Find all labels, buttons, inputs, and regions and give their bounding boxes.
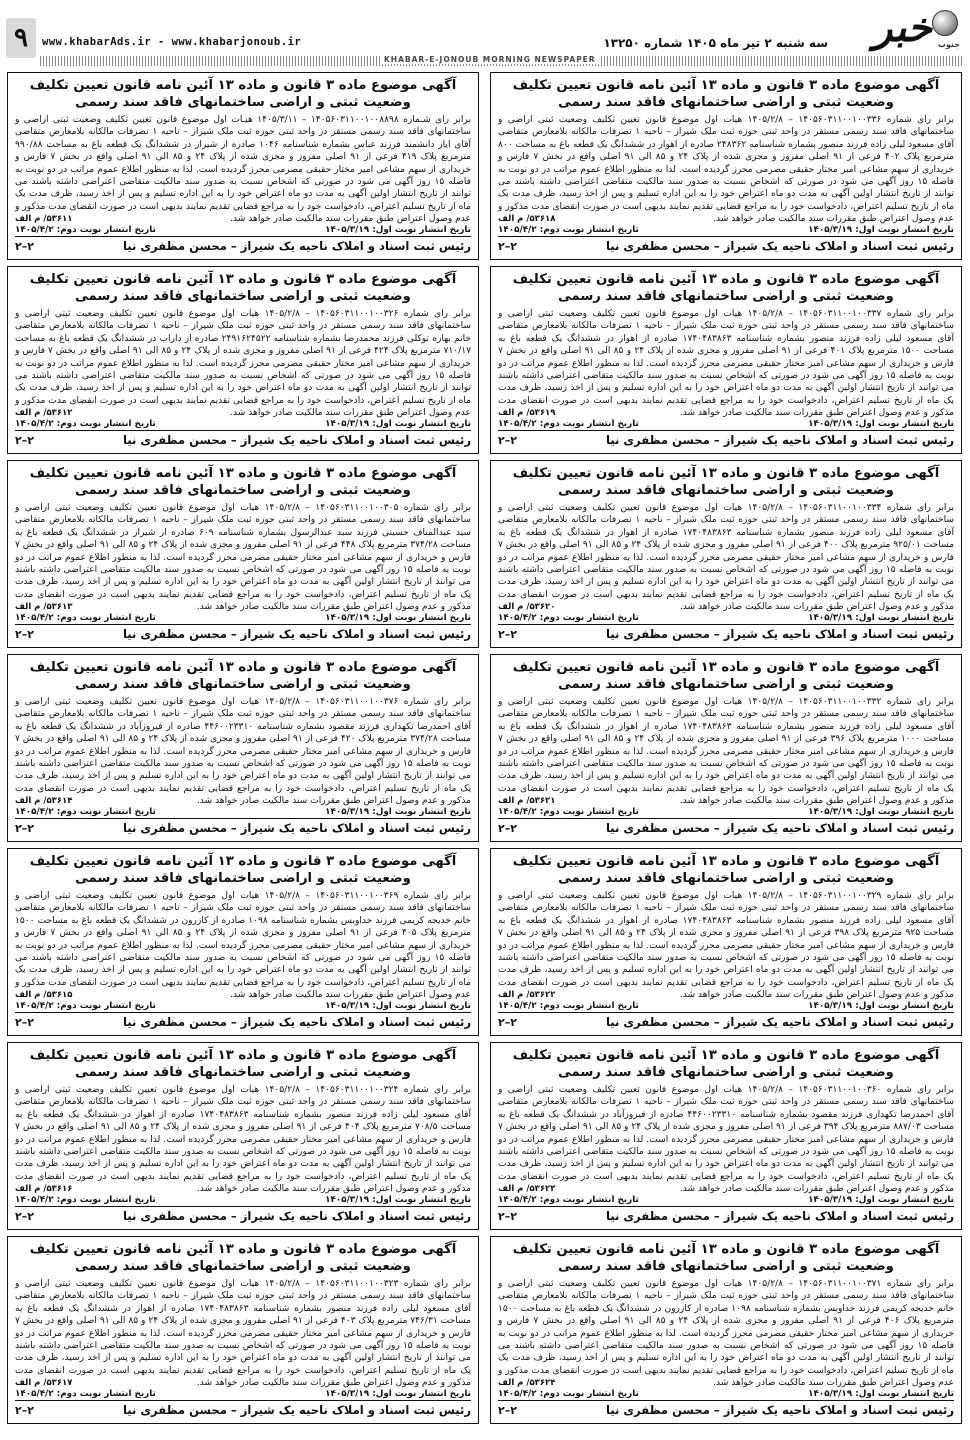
- publication-dates: [15, 225, 471, 235]
- second-publication-date: تاریخ انتشار نوبت دوم: ۱۴۰۵/۴/۲: [15, 807, 156, 817]
- notice-title-line1: آگهی موضوع ماده ۳ قانون و ماده ۱۳ آئین نامه قانون تعیین تکلیف: [29, 1242, 457, 1257]
- notice-title-line2: وضعیت ثبتی و اراضی ساختمانهای فاقد سند رسمی: [558, 289, 894, 304]
- second-publication-date: تاریخ انتشار نوبت دوم: ۱۴۰۵/۴/۲: [498, 1389, 639, 1399]
- notice-code: ۲–۲: [15, 1209, 34, 1223]
- notice-title-line1: آگهی موضوع ماده ۳ قانون و ماده ۱۳ آئین نامه قانون تعیین تکلیف: [512, 78, 940, 93]
- notice-signer: رئیس ثبت اسناد و املاک ناحیه یک شیراز – محسن مظفری نیا: [605, 627, 954, 641]
- legal-notice: [490, 1236, 962, 1424]
- logo-subtitle: جنوب: [937, 40, 960, 49]
- notice-body: برابر رای شماره ۱۴۰۵۶۰۳۱۱۰۰۱۰۰۳۲۳ – ۱۴۰۵/۲/۸ هیات اول موضوع قانون تعیین تکلیف وضعیت ثبتی اراضی و ساختمانهای فاقد سند رسمی مستقر در واحد ثبتی حوزه ثبت ملک شیراز – ناحیه ۱ تصرفات مالکانه بلامعارض متقاضی آقای مسعود لیلی زاده فرزند منصور بشماره شناسنامه ۱۷۴۰۴۸۳۸۶۳ صادره از اهواز در ششدانگ یک قطعه باغ به مساحت ۷۴۶/۳۱ مترمربع پلاک ۴۰۳ فرعی از ۹۱ اصلی مفروز و مجزی شده از پلاک ۲۴ و ۸۵ الی ۹۱ اصلی واقع در بخش ۷ فارس و خریداری از سهم مشاعی امیر مختار حقیقی مصرمی محرز گردیده است. لذا به منظور اطلاع عموم مراتب در دو نوبت به فاصله ۱۵ روز آگهی می شود در صورتی که اشخاص نسبت به صدور سند مالکیت متقاضی اعتراضی داشته باشند می توانند از تاریخ انتشار اولین آگهی به مدت دو ماه اعتراض خود را به این اداره تسلیم و پس از اخذ رسید، ظرف مدت یک ماه از تاریخ تسلیم اعتراض، دادخواست خود را به مراجع قضایی تقدیم نمایند بدیهی است در صورت انقضای مدت مذکور و عدم وصول اعتراض طبق مقررات سند مالکیت صادر خواهد شد.: [15, 1279, 471, 1389]
- website-urls: www.khabarAds.ir - www.khabarjonoub.ir: [42, 36, 302, 48]
- notice-body: برابر رای شماره ۱۴۰۵۶۰۳۱۱۰۰۱۰۰۳۶۹ – ۱۴۰۵/۲/۸ هیات اول موضوع قانون تعیین تکلیف وضعیت ثبتی اراضی و ساختمانهای فاقد سند رسمی مستقر در واحد ثبتی حوزه ثبت ملک شیراز – ناحیه ۱ تصرفات مالکانه بلامعارض متقاضی خانم خدیجه کریمی فرزند خداوبس بشماره شناسنامه ۱۰۹۸ صادره از کازرون در ششدانگ یک قطعه باغ به مساحت ۱۵۰۰ مترمربع پلاک ۴۰۵ فرعی از ۹۱ اصلی مفروز و مجزی شده از پلاک ۲۴ و ۸۵ الی ۹۱ اصلی واقع در بخش ۷ فارس و خریداری از سهم مشاعی امیر مختار حقیقی مصرمی محرز گردیده است. لذا به منظور اطلاع عموم مراتب در دو نوبت به فاصله ۱۵ روز آگهی می شود در صورتی که اشخاص نسبت به صدور سند مالکیت متقاضی اعتراضی داشته باشند می توانند از تاریخ انتشار اولین آگهی به مدت دو ماه اعتراض خود را به این اداره تسلیم و پس از اخذ رسید، ظرف مدت یک ماه از تاریخ تسلیم اعتراض، دادخواست خود را به مراجع قضایی تقدیم نمایند بدیهی است در صورت انقضای مدت مذکور و عدم وصول اعتراض طبق مقررات سند مالکیت صادر خواهد شد.: [15, 891, 472, 1001]
- notice-body: برابر رای شماره ۱۴۰۵۶۰۳۱۱۰۰۱۰۰۳۷۱ – ۱۴۰۵/۲/۸ هیات اول موضوع قانون تعیین تکلیف وضعیت ثبتی اراضی و ساختمانهای فاقد سند رسمی مستقر در واحد ثبتی حوزه ثبت ملک شیراز – ناحیه ۱ تصرفات مالکانه بلامعارض متقاضی خانم خدیجه کریمی فرزند خداوبس بشماره شناسنامه ۱۰۹۸ صادره از کازرون در ششدانگ یک قطعه باغ به مساحت ۱۵۰۰ مترمربع پلاک ۴۰۶ فرعی از ۹۱ اصلی مفروز و مجزی شده از پلاک ۲۴ و ۸۵ الی ۹۱ اصلی واقع در بخش ۷ فارس و خریداری از سهم مشاعی امیر مختار حقیقی مصرمی محرز گردیده است. لذا به منظور اطلاع عموم مراتب در دو نوبت به فاصله ۱۵ روز آگهی می شود در صورتی که اشخاص نسبت به صدور سند مالکیت متقاضی اعتراضی داشته باشند می توانند از تاریخ انتشار اولین آگهی به مدت دو ماه اعتراض خود را به این اداره تسلیم و پس از اخذ رسید، ظرف مدت یک ماه از تاریخ تسلیم اعتراض، دادخواست خود را به مراجع قضایی تقدیم نمایند بدیهی است در صورت انقضای مدت مذکور و عدم وصول اعتراض طبق مقررات سند مالکیت صادر خواهد شد.: [498, 1279, 955, 1389]
- notice-footer: [498, 624, 954, 641]
- notice-code: ۲–۲: [15, 627, 34, 641]
- notice-title-line2: وضعیت ثبتی و اراضی ساختمانهای فاقد سند رسمی: [558, 95, 894, 110]
- second-publication-date: تاریخ انتشار نوبت دوم: ۱۴۰۵/۴/۲: [498, 1001, 639, 1011]
- notice-body: برابر رای شماره ۱۴۰۵۶۰۳۱۱۰۰۱۰۰۳۳۷ – ۱۴۰۵/۲/۸ هیات اول موضوع قانون تعیین تکلیف وضعیت ثبتی اراضی و ساختمانهای فاقد سند رسمی مستقر در واحد ثبتی حوزه ثبت ملک شیراز – ناحیه ۱ تصرفات مالکانه بلامعارض متقاضی آقای مسعود لیلی زاده فرزند منصور بشماره شناسنامه ۱۷۴۰۴۸۳۸۶۳ صادره از اهواز در ششدانگ یک قطعه باغ به مساحت ۱۵۰۰ مترمربع پلاک ۴۰۱ فرعی از ۹۱ اصلی مفروز و مجزی شده از پلاک ۲۴ و ۸۵ الی ۹۱ اصلی واقع در بخش ۷ فارس و خریداری از سهم مشاعی امیر مختار حقیقی مصرمی محرز گردیده است. لذا به منظور اطلاع عموم مراتب در دو نوبت به فاصله ۱۵ روز آگهی می شود در صورتی که اشخاص نسبت به صدور سند مالکیت متقاضی اعتراضی داشته باشند می توانند از تاریخ انتشار اولین آگهی به مدت دو ماه اعتراض خود را به این اداره تسلیم و پس از اخذ رسید، ظرف مدت یک ماه از تاریخ تسلیم اعتراض، دادخواست خود را به مراجع قضایی تقدیم نمایند بدیهی است در صورت انقضای مدت مذکور و عدم وصول اعتراض طبق مقررات سند مالکیت صادر خواهد شد.: [498, 309, 954, 419]
- logo-text: خبر: [873, 4, 932, 51]
- notice-title-line1: آگهی موضوع ماده ۳ قانون و ماده ۱۳ آئین نامه قانون تعیین تکلیف: [512, 1242, 940, 1257]
- publication-dates: [498, 1195, 954, 1205]
- notice-title-line1: آگهی موضوع ماده ۳ قانون و ماده ۱۳ آئین نامه قانون تعیین تکلیف: [29, 466, 457, 481]
- notice-signer: رئیس ثبت اسناد و املاک ناحیه یک شیراز – محسن مظفری نیا: [605, 1403, 954, 1417]
- notice-title-line2: وضعیت ثبتی و اراضی ساختمانهای فاقد سند رسمی: [75, 677, 411, 692]
- second-publication-date: تاریخ انتشار نوبت دوم: ۱۴۰۵/۴/۲: [498, 807, 639, 817]
- notice-body: برابر رای شماره ۱۴۰۵۶۰۳۱۱۰۰۱۰۰۳۲۹ – ۱۴۰۵/۲/۸ هیات اول موضوع قانون تعیین تکلیف وضعیت ثبتی اراضی و ساختمانهای فاقد سند رسمی مستقر در واحد ثبتی حوزه ثبت ملک شیراز – ناحیه ۱ تصرفات مالکانه بلامعارض متقاضی آقای مسعود لیلی زاده فرزند منصور بشماره شناسنامه ۱۷۴۰۴۸۳۸۶۳ صادره از اهواز در ششدانگ یک قطعه باغ به مساحت ۹۲۵ مترمربع پلاک ۳۹۸ فرعی از ۹۱ اصلی مفروز و مجزی شده از پلاک ۲۴ و ۸۵ الی ۹۱ اصلی واقع در بخش ۷ فارس و خریداری از سهم مشاعی امیر مختار حقیقی مصرمی محرز گردیده است. لذا به منظور اطلاع عموم مراتب در دو نوبت به فاصله ۱۵ روز آگهی می شود در صورتی که اشخاص نسبت به صدور سند مالکیت متقاضی اعتراضی داشته باشند می توانند از تاریخ انتشار اولین آگهی به مدت دو ماه اعتراض خود را به این اداره تسلیم و پس از اخذ رسید، ظرف مدت یک ماه از تاریخ تسلیم اعتراض، دادخواست خود را به مراجع قضایی تقدیم نمایند بدیهی است در صورت انقضای مدت مذکور و عدم وصول اعتراض طبق مقررات سند مالکیت صادر خواهد شد.: [498, 891, 954, 1001]
- notice-title-line1: آگهی موضوع ماده ۳ قانون و ماده ۱۳ آئین نامه قانون تعیین تکلیف: [512, 854, 940, 869]
- second-publication-date: تاریخ انتشار نوبت دوم: ۱۴۰۵/۴/۲: [498, 419, 639, 429]
- notice-title-line1: آگهی موضوع ماده ۳ قانون و ماده ۱۳ آئین نامه قانون تعیین تکلیف: [512, 1048, 940, 1063]
- publication-dates: [498, 225, 954, 235]
- notice-title-line1: آگهی موضوع ماده ۳ قانون و ماده ۱۳ آئین نامه قانون تعیین تکلیف: [29, 272, 457, 287]
- notice-signer: رئیس ثبت اسناد و املاک ناحیه یک شیراز – محسن مظفری نیا: [122, 239, 471, 253]
- publication-dates: [498, 1001, 954, 1011]
- notice-code: ۲–۲: [15, 433, 34, 447]
- notice-title-line2: وضعیت ثبتی و اراضی ساختمانهای فاقد سند رسمی: [75, 871, 411, 886]
- notice-code: ۲–۲: [498, 433, 517, 447]
- notice-ref: ۵۳۶۱۵/ م الف: [15, 990, 73, 1000]
- notice-code: ۲–۲: [15, 1403, 34, 1417]
- notice-ref: ۵۳۶۱۴/ م الف: [15, 796, 73, 806]
- notice-footer: [15, 818, 471, 835]
- notice-signer: رئیس ثبت اسناد و املاک ناحیه یک شیراز – محسن مظفری نیا: [605, 433, 954, 447]
- notice-body: برابر رای شماره ۱۴۰۵۶۰۳۱۱۰۰۱۰۰۳۶۰ – ۱۴۰۵/۲/۸ هیات اول موضوع قانون تعیین تکلیف وضعیت ثبتی اراضی و ساختمانهای فاقد سند رسمی مستقر در واحد ثبتی حوزه ثبت ملک شیراز – ناحیه ۱ تصرفات مالکانه بلامعارض متقاضی آقای احمدرضا تکهداری فرزند مقصود بشماره شناسنامه ۴۴۶۰۰۲۳۳۱۰ صادره از فیروزآباد در ششدانگ یک قطعه باغ به مساحت ۸۸۷/۰۳ مترمربع پلاک ۳۹۴ فرعی از ۹۱ اصلی مفروز و مجزی شده از پلاک ۲۴ و ۸۵ الی ۹۱ اصلی واقع در بخش ۷ فارس و خریداری از سهم مشاعی امیر مختار حقیقی مصرمی محرز گردیده است. لذا به منظور اطلاع عموم مراتب در دو نوبت به فاصله ۱۵ روز آگهی می شود در صورتی که اشخاص نسبت به صدور سند مالکیت متقاضی اعتراضی داشته باشند می توانند از تاریخ انتشار اولین آگهی به مدت دو ماه اعتراض خود را به این اداره تسلیم و پس از اخذ رسید، ظرف مدت یک ماه از تاریخ تسلیم اعتراض، دادخواست خود را به مراجع قضایی تقدیم نمایند بدیهی است در صورت انقضای مدت مذکور و عدم وصول اعتراض طبق مقررات سند مالکیت صادر خواهد شد.: [498, 1085, 954, 1195]
- notice-title-line1: آگهی موضوع ماده ۳ قانون و ماده ۱۳ آئین نامه قانون تعیین تکلیف: [512, 466, 940, 481]
- notice-code: ۲–۲: [498, 821, 517, 835]
- notice-title-line2: وضعیت ثبتی و اراضی ساختمانهای فاقد سند رسمی: [75, 289, 411, 304]
- notice-signer: رئیس ثبت اسناد و املاک ناحیه یک شیراز – محسن مظفری نیا: [122, 433, 471, 447]
- notice-signer: رئیس ثبت اسناد و املاک ناحیه یک شیراز – محسن مظفری نیا: [605, 1209, 954, 1223]
- notice-footer: [15, 624, 471, 641]
- publication-dates: [498, 613, 954, 623]
- notice-body: برابر رای شماره ۱۴۰۵۶۰۳۱۱۰۰۱۰۰۳۲۶ – ۱۴۰۵/۲/۸ هیات اول موضوع قانون تعیین تکلیف وضعیت ثبتی اراضی و ساختمانهای فاقد سند رسمی مستقر در واحد ثبتی حوزه ثبت ملک شیراز – ناحیه ۱ تصرفات مالکانه بلامعارض متقاضی خانم بهاره توکلی فرزند محمدرضا بشماره شناسنامه ۲۴۹۱۶۲۴۵۲۲ صادره از داراب در ششدانگ یک قطعه باغ به مساحت ۷۱۰/۱۷ مترمربع پلاک ۴۲۴ فرعی از ۹۱ اصلی مفروز و مجزی شده از پلاک ۲۴ و ۸۵ الی ۹۱ اصلی واقع در بخش ۷ فارس و خریداری از سهم مشاعی امیر مختار حقیقی مصرمی محرز گردیده است. لذا به منظور اطلاع عموم مراتب در دو نوبت به فاصله ۱۵ روز آگهی می شود در صورتی که اشخاص نسبت به صدور سند مالکیت متقاضی اعتراضی داشته باشند می توانند از تاریخ انتشار اولین آگهی به مدت دو ماه اعتراض خود را به این اداره تسلیم و پس از اخذ رسید، ظرف مدت یک ماه از تاریخ تسلیم اعتراض، دادخواست خود را به مراجع قضایی تقدیم نمایند بدیهی است در صورت انقضای مدت مذکور و عدم وصول اعتراض طبق مقررات سند مالکیت صادر خواهد شد.: [15, 309, 471, 419]
- notice-ref: ۵۳۶۱۱/ م الف: [15, 214, 73, 224]
- notice-ref: ۵۳۶۱۲/ م الف: [15, 408, 73, 418]
- legal-notice: [490, 654, 962, 842]
- notice-code: ۲–۲: [498, 1209, 517, 1223]
- notice-signer: رئیس ثبت اسناد و املاک ناحیه یک شیراز – محسن مظفری نیا: [605, 821, 954, 835]
- notice-title-line1: آگهی موضوع ماده ۳ قانون و ماده ۱۳ آئین نامه قانون تعیین تکلیف: [512, 272, 940, 287]
- notice-body: برابر رای شماره ۱۴۰۵۶۰۳۱۱۰۰۱۰۰۳۲۴ – ۱۴۰۵/۲/۸ هیات اول موضوع قانون تعیین تکلیف وضعیت ثبتی اراضی و ساختمانهای فاقد سند رسمی مستقر در واحد ثبتی حوزه ثبت ملک شیراز – ناحیه ۱ تصرفات مالکانه بلامعارض متقاضی آقای مسعود لیلی زاده فرزند منصور بشماره شناسنامه ۱۷۴۰۴۸۳۸۶۳ صادره از اهواز در ششدانگ یک قطعه باغ به مساحت ۷۰۸/۵ مترمربع پلاک ۴۰۴ فرعی از ۹۱ اصلی مفروز و مجزی شده از پلاک ۲۴ و ۸۵ الی ۹۱ اصلی واقع در بخش ۷ فارس و خریداری از سهم مشاعی امیر مختار حقیقی مصرمی محرز گردیده است. لذا به منظور اطلاع عموم مراتب در دو نوبت به فاصله ۱۵ روز آگهی می شود در صورتی که اشخاص نسبت به صدور سند مالکیت متقاضی اعتراضی داشته باشند می توانند از تاریخ انتشار اولین آگهی به مدت دو ماه اعتراض خود را به این اداره تسلیم و پس از اخذ رسید، ظرف مدت یک ماه از تاریخ تسلیم اعتراض، دادخواست خود را به مراجع قضایی تقدیم نمایند بدیهی است در صورت انقضای مدت مذکور و عدم وصول اعتراض طبق مقررات سند مالکیت صادر خواهد شد.: [15, 1085, 471, 1195]
- notice-code: ۲–۲: [15, 821, 34, 835]
- notice-title-line2: وضعیت ثبتی و اراضی ساختمانهای فاقد سند رسمی: [558, 1259, 894, 1274]
- notice-footer: [15, 1206, 471, 1223]
- legal-notice: [7, 460, 479, 648]
- publication-dates: [15, 1389, 471, 1399]
- notice-footer: [15, 1400, 471, 1417]
- first-publication-date: تاریخ انتشار نوبت اول: ۱۴۰۵/۳/۱۹: [325, 1001, 471, 1011]
- notice-signer: رئیس ثبت اسناد و املاک ناحیه یک شیراز – محسن مظفری نیا: [122, 1015, 471, 1029]
- notice-title-line1: آگهی موضوع ماده ۳ قانون و ماده ۱۳ آئین نامه قانون تعیین تکلیف: [29, 78, 457, 93]
- notice-body: برابر رای شماره ۱۴۰۵۶۰۳۱۱۰۰۱۰۰۳۷۶ – ۱۴۰۵/۲/۸ هیات اول موضوع قانون تعیین تکلیف وضعیت ثبتی اراضی و ساختمانهای فاقد سند رسمی مستقر در واحد ثبتی حوزه ثبت ملک شیراز – ناحیه ۱ تصرفات مالکانه بلامعارض متقاضی آقای احمدرضا تکهداری فرزند مقصود بشماره شناسنامه ۴۴۶۰۰۲۳۳۱۰ صادره از فیروزآباد در ششدانگ یک قطعه باغ به مساحت ۳۷۴/۲۸ مترمربع پلاک ۴۲۰ فرعی از ۹۱ اصلی مفروز و مجزی شده از پلاک ۲۴ و ۸۵ الی ۹۱ اصلی واقع در بخش ۷ فارس و خریداری از سهم مشاعی امیر مختار حقیقی مصرمی محرز گردیده است. لذا به منظور اطلاع عموم مراتب در دو نوبت به فاصله ۱۵ روز آگهی می شود در صورتی که اشخاص نسبت به صدور سند مالکیت متقاضی اعتراضی داشته باشند می توانند از تاریخ انتشار اولین آگهی به مدت دو ماه اعتراض خود را به این اداره تسلیم و پس از اخذ رسید، ظرف مدت یک ماه از تاریخ تسلیم اعتراض، دادخواست خود را به مراجع قضایی تقدیم نمایند بدیهی است در صورت انقضای مدت مذکور و عدم وصول اعتراض طبق مقررات سند مالکیت صادر خواهد شد.: [15, 697, 471, 807]
- publication-dates: [15, 613, 471, 623]
- legal-notice: [490, 1042, 962, 1230]
- publication-dates: [15, 807, 471, 817]
- notice-ref: ۵۳۶۲۴/ م الف: [498, 1378, 556, 1388]
- notice-signer: رئیس ثبت اسناد و املاک ناحیه یک شیراز – محسن مظفری نیا: [122, 821, 471, 835]
- notice-footer: [15, 1012, 471, 1029]
- notice-code: ۲–۲: [498, 627, 517, 641]
- notice-code: ۲–۲: [498, 239, 517, 253]
- second-publication-date: تاریخ انتشار نوبت دوم: ۱۴۰۵/۴/۲: [15, 419, 156, 429]
- notice-title-line2: وضعیت ثبتی و اراضی ساختمانهای فاقد سند رسمی: [75, 483, 411, 498]
- notice-ref: ۵۳۶۱۹/ م الف: [498, 408, 556, 418]
- notice-title-line2: وضعیت ثبتی و اراضی ساختمانهای فاقد سند رسمی: [75, 95, 411, 110]
- first-publication-date: تاریخ انتشار نوبت اول: ۱۴۰۵/۳/۱۹: [808, 1389, 954, 1399]
- legal-notice: [7, 848, 479, 1036]
- second-publication-date: تاریخ انتشار نوبت دوم: ۱۴۰۵/۴/۲: [498, 1195, 639, 1205]
- legal-notice: [7, 1042, 479, 1230]
- second-publication-date: تاریخ انتشار نوبت دوم: ۱۴۰۵/۴/۲: [15, 1001, 156, 1011]
- first-publication-date: تاریخ انتشار نوبت اول: ۱۴۰۵/۳/۱۹: [325, 807, 471, 817]
- notice-body: برابر رای شماره ۱۴۰۵۶۰۳۱۱۰۰۱۰۰۳۳۲ – ۱۴۰۵/۲/۸ هیات اول موضوع قانون تعیین تکلیف وضعیت ثبتی اراضی و ساختمانهای فاقد سند رسمی مستقر در واحد ثبتی حوزه ثبت ملک شیراز – ناحیه ۱ تصرفات مالکانه بلامعارض متقاضی آقای مسعود لیلی زاده فرزند منصور بشماره شناسنامه ۱۷۴۰۴۸۳۸۶۳ صادره از اهواز در ششدانگ یک قطعه باغ به مساحت ۱۰۰۰ مترمربع پلاک ۳۹۶ فرعی از ۹۱ اصلی مفروز و مجزی شده از پلاک ۲۴ و ۸۵ الی ۹۱ اصلی واقع در بخش ۷ فارس و خریداری از سهم مشاعی امیر مختار حقیقی مصرمی محرز گردیده است. لذا به منظور اطلاع عموم مراتب در دو نوبت به فاصله ۱۵ روز آگهی می شود در صورتی که اشخاص نسبت به صدور سند مالکیت متقاضی اعتراضی داشته باشند می توانند از تاریخ انتشار اولین آگهی به مدت دو ماه اعتراض خود را به این اداره تسلیم و پس از اخذ رسید، ظرف مدت یک ماه از تاریخ تسلیم اعتراض، دادخواست خود را به مراجع قضایی تقدیم نمایند بدیهی است در صورت انقضای مدت مذکور و عدم وصول اعتراض طبق مقررات سند مالکیت صادر خواهد شد.: [498, 697, 954, 807]
- second-publication-date: تاریخ انتشار نوبت دوم: ۱۴۰۵/۴/۲: [15, 1389, 156, 1399]
- notice-code: ۲–۲: [15, 1015, 34, 1029]
- notice-ref: ۵۳۶۱۷/ م الف: [15, 1378, 73, 1388]
- first-publication-date: تاریخ انتشار نوبت اول: ۱۴۰۵/۳/۱۹: [808, 419, 954, 429]
- legal-notice: [7, 72, 479, 260]
- publication-dates: [498, 1389, 954, 1399]
- legal-notice: [490, 848, 962, 1036]
- notice-ref: ۵۳۶۱۳/ م الف: [15, 602, 73, 612]
- notice-body: برابر رای شماره ۱۴۰۵۶۰۳۱۱۰۰۱۰۰۳۰۵ – ۱۴۰۵/۲/۸ هیات اول موضوع قانون تعیین تکلیف وضعیت ثبتی اراضی و ساختمانهای فاقد سند رسمی مستقر در واحد ثبتی حوزه ثبت ملک شیراز – ناحیه ۱ تصرفات مالکانه بلامعارض متقاضی سید عبدالمناف حسینی فرزند سید عبدالرسول بشماره شناسنامه ۶۰۹ صادره از شیراز در ششدانگ یک قطعه باغ به مساحت ۳۷۴/۲۸ مترمربع پلاک ۴۴۸ فرعی از ۹۱ اصلی مفروز و مجزی شده از پلاک ۲۴ و ۸۵ الی ۹۱ اصلی واقع در بخش ۷ فارس و خریداری از سهم مشاعی امیر مختار حقیقی مصرمی محرز گردیده است. لذا به منظور اطلاع عموم مراتب در دو نوبت به فاصله ۱۵ روز آگهی می شود در صورتی که اشخاص نسبت به صدور سند مالکیت متقاضی اعتراضی داشته باشند می توانند از تاریخ انتشار اولین آگهی به مدت دو ماه اعتراض خود را به این اداره تسلیم و پس از اخذ رسید، ظرف مدت یک ماه از تاریخ تسلیم اعتراض، دادخواست خود را به مراجع قضایی تقدیم نمایند بدیهی است در صورت انقضای مدت مذکور و عدم وصول اعتراض طبق مقررات سند مالکیت صادر خواهد شد.: [15, 503, 472, 613]
- notice-title-line2: وضعیت ثبتی و اراضی ساختمانهای فاقد سند رسمی: [75, 1065, 411, 1080]
- notice-title-line2: وضعیت ثبتی و اراضی ساختمانهای فاقد سند رسمی: [558, 483, 894, 498]
- first-publication-date: تاریخ انتشار نوبت اول: ۱۴۰۵/۳/۱۹: [808, 613, 954, 623]
- notice-signer: رئیس ثبت اسناد و املاک ناحیه یک شیراز – محسن مظفری نیا: [122, 1403, 471, 1417]
- notice-title-line2: وضعیت ثبتی و اراضی ساختمانهای فاقد سند رسمی: [558, 1065, 894, 1080]
- notice-footer: [498, 1400, 954, 1417]
- legal-notice: [7, 654, 479, 842]
- notice-title-line1: آگهی موضوع ماده ۳ قانون و ماده ۱۳ آئین نامه قانون تعیین تکلیف: [512, 660, 940, 675]
- first-publication-date: تاریخ انتشار نوبت اول: ۱۴۰۵/۳/۱۹: [808, 225, 954, 235]
- notice-code: ۲–۲: [15, 239, 34, 253]
- notice-ref: ۵۳۶۱۸/ م الف: [498, 214, 556, 224]
- notice-title-line2: وضعیت ثبتی و اراضی ساختمانهای فاقد سند رسمی: [558, 677, 894, 692]
- notice-title-line1: آگهی موضوع ماده ۳ قانون و ماده ۱۳ آئین نامه قانون تعیین تکلیف: [29, 1048, 457, 1063]
- publication-dates: [15, 1001, 471, 1011]
- notice-signer: رئیس ثبت اسناد و املاک ناحیه یک شیراز – محسن مظفری نیا: [122, 1209, 471, 1223]
- publication-dates: [15, 419, 471, 429]
- notice-body: برابر رای شماره ۱۴۰۵۶۰۳۱۱۰۰۱۰۰۳۳۶ – ۱۴۰۵/۲/۸ هیات اول موضوع قانون تعیین تکلیف وضعیت ثبتی اراضی و ساختمانهای فاقد سند رسمی مستقر در واحد ثبتی حوزه ثبت ملک شیراز – ناحیه ۱ تصرفات مالکانه بلامعارض متقاضی آقای مسعود لیلی زاده فرزند منصور بشماره شناسنامه ۲۴۸۳۶۲ صادره از اهواز در ششدانگ یک قطعه باغ به مساحت ۸۰۰ مترمربع پلاک ۴۰۲ فرعی از ۹۱ اصلی مفروز و مجزی شده از پلاک ۲۴ و ۸۵ الی ۹۱ اصلی واقع در بخش ۷ فارس و خریداری از سهم مشاعی امیر مختار حقیقی مصرمی محرز گردیده است. لذا به منظور اطلاع عموم مراتب در دو نوبت به فاصله ۱۵ روز آگهی می شود در صورتی که اشخاص نسبت به صدور سند مالکیت متقاضی اعتراضی داشته باشند می توانند از تاریخ انتشار اولین آگهی به مدت دو ماه اعتراض خود را به این اداره تسلیم و پس از اخذ رسید، ظرف مدت یک ماه از تاریخ تسلیم اعتراض، دادخواست خود را به مراجع قضایی تقدیم نمایند بدیهی است در صورت انقضای مدت مذکور و عدم وصول اعتراض طبق مقررات سند مالکیت صادر خواهد شد.: [498, 115, 954, 225]
- publication-dates: [498, 419, 954, 429]
- legal-notice: [490, 72, 962, 260]
- notice-title-line2: وضعیت ثبتی و اراضی ساختمانهای فاقد سند رسمی: [558, 871, 894, 886]
- notice-footer: [15, 236, 471, 253]
- first-publication-date: تاریخ انتشار نوبت اول: ۱۴۰۵/۳/۱۹: [325, 419, 471, 429]
- notice-code: ۲–۲: [498, 1015, 517, 1029]
- issue-date: سه شنبه ۲ تیر ماه ۱۴۰۵ شماره ۱۳۲۵۰: [603, 36, 828, 50]
- notice-footer: [498, 1206, 954, 1223]
- notice-title-line1: آگهی موضوع ماده ۳ قانون و ماده ۱۳ آئین نامه قانون تعیین تکلیف: [29, 660, 457, 675]
- publication-dates: [15, 1195, 471, 1205]
- second-publication-date: تاریخ انتشار نوبت دوم: ۱۴۰۵/۴/۲: [15, 225, 156, 235]
- second-publication-date: تاریخ انتشار نوبت دوم: ۱۴۰۵/۴/۲: [498, 613, 639, 623]
- second-publication-date: تاریخ انتشار نوبت دوم: ۱۴۰۵/۴/۲: [15, 613, 156, 623]
- header-rule-label: KHABAR-E-JONOUB MORNING NEWSPAPER: [380, 55, 600, 64]
- notice-ref: ۵۳۶۲۱/ م الف: [498, 796, 556, 806]
- notice-body: برابر رای شـماره ۱۴۰۵۶۰۳۱۱۰۰۱۰۰۸۸۹۸ – ۱۴۰۵/۳/۱۱ هیـات اول موضوع قانون تعیین تکلیف وضعیت ثبتی اراضی و ساختمانهای فاقد سند رسمی مستقر در واحد ثبتی حوزه ثبت ملک شیراز – ناحیه ۱ تصرفات مالکانه بلامعارض متقاضی آقای ایاز دانشمند فرزند عباس بشماره شناسنامه ۱۰۴۶ صادره از شیراز در ششدانگ یک قطعه باغ به مساحت ۹۹۰/۸۸ مترمربع پلاک ۴۱۹ فرعی از ۹۱ اصلی مفروز و مجزی شده از پلاک ۲۴ و ۸۵ الی ۹۱ اصلی واقع در بخش ۷ فارس و خریداری از سهم مشاعی امیر مختار حقیقی مصرمی محرز گردیده است. لذا به منظور اطلاع عموم مراتب در دو نوبت به فاصله ۱۵ روز آگهی می شود در صورتی که اشخاص نسبت به صدور سند مالکیت متقاضی اعتراضی داشته باشند می توانند از تاریخ انتشار اولین آگهی به مدت دو ماه اعتراض خود را به این اداره تسلیم و پس از اخذ رسید، ظرف مدت یک ماه از تاریخ تسلیم اعتراض، دادخواست خود را به مراجع قضایی تقدیم نمایند بدیهی است در صورت انقضای مدت مذکور و عدم وصول اعتراض طبق مقررات سند مالکیت صادر خواهد شد.: [15, 115, 471, 225]
- page-number: ۹: [6, 18, 36, 58]
- notice-ref: ۵۳۶۲۲/ م الف: [498, 990, 556, 1000]
- legal-notice: [490, 460, 962, 648]
- legal-notice: [7, 1236, 479, 1424]
- notice-code: ۲–۲: [498, 1403, 517, 1417]
- notice-body: برابر رای شماره ۱۴۰۵۶۰۳۱۱۰۰۱۰۰۳۳۴ – ۱۴۰۵/۲/۸ هیات اول موضوع قانون تعیین تکلیف وضعیت ثبتی اراضی و ساختمانهای فاقد سند رسمی مستقر در واحد ثبتی حوزه ثبت ملک شیراز – ناحیه ۱ تصرفات مالکانه بلامعارض متقاضی آقای مسعود لیلی زاده فرزند منصور بشماره شناسنامه ۱۷۴۰۴۸۳۸۶۳ صادره از اهواز در ششدانگ یک قطعه باغ به مساحت ۹۲۵/۰۱ مترمربع پلاک ۴۰۰ فرعی از ۹۱ اصلی مفروز و مجزی شده از پلاک ۲۴ و ۸۵ الی ۹۱ اصلی واقع در بخش ۷ فارس و خریداری از سهم مشاعی امیر مختار حقیقی مصرمی محرز گردیده است. لذا به منظور اطلاع عموم مراتب در دو نوبت به فاصله ۱۵ روز آگهی می شود در صورتی که اشخاص نسبت به صدور سند مالکیت متقاضی اعتراضی داشته باشند می توانند از تاریخ انتشار اولین آگهی به مدت دو ماه اعتراض خود را به این اداره تسلیم و پس از اخذ رسید، ظرف مدت یک ماه از تاریخ تسلیم اعتراض، دادخواست خود را به مراجع قضایی تقدیم نمایند بدیهی است در صورت انقضای مدت مذکور و عدم وصول اعتراض طبق مقررات سند مالکیت صادر خواهد شد.: [498, 503, 954, 613]
- notice-ref: ۵۳۶۲۳/ م الف: [498, 1184, 556, 1194]
- legal-notice: [490, 266, 962, 454]
- first-publication-date: تاریخ انتشار نوبت اول: ۱۴۰۵/۳/۱۹: [325, 1195, 471, 1205]
- notice-ref: ۵۳۶۱۶/ م الف: [15, 1184, 73, 1194]
- first-publication-date: تاریخ انتشار نوبت اول: ۱۴۰۵/۳/۱۹: [325, 1389, 471, 1399]
- first-publication-date: تاریخ انتشار نوبت اول: ۱۴۰۵/۳/۱۹: [808, 1001, 954, 1011]
- notice-signer: رئیس ثبت اسناد و املاک ناحیه یک شیراز – محسن مظفری نیا: [605, 239, 954, 253]
- first-publication-date: تاریخ انتشار نوبت اول: ۱۴۰۵/۳/۱۹: [808, 1195, 954, 1205]
- masthead: [0, 0, 970, 68]
- notice-title-line2: وضعیت ثبتی و اراضی ساختمانهای فاقد سند رسمی: [75, 1259, 411, 1274]
- second-publication-date: تاریخ انتشار نوبت دوم: ۱۴۰۵/۴/۲: [498, 225, 639, 235]
- second-publication-date: تاریخ انتشار نوبت دوم: ۱۴۰۵/۴/۲: [15, 1195, 156, 1205]
- notice-ref: ۵۳۶۲۰/ م الف: [498, 602, 556, 612]
- notice-footer: [498, 1012, 954, 1029]
- notice-footer: [498, 430, 954, 447]
- globe-icon: [932, 10, 958, 36]
- publication-dates: [498, 807, 954, 817]
- legal-notice: [7, 266, 479, 454]
- first-publication-date: تاریخ انتشار نوبت اول: ۱۴۰۵/۳/۱۹: [325, 613, 471, 623]
- notice-footer: [498, 236, 954, 253]
- notice-footer: [15, 430, 471, 447]
- first-publication-date: تاریخ انتشار نوبت اول: ۱۴۰۵/۳/۱۹: [325, 225, 471, 235]
- notice-title-line1: آگهی موضوع ماده ۳ قانون و ماده ۱۳ آئین نامه قانون تعیین تکلیف: [29, 854, 457, 869]
- first-publication-date: تاریخ انتشار نوبت اول: ۱۴۰۵/۳/۱۹: [808, 807, 954, 817]
- newspaper-logo: [832, 6, 962, 58]
- notice-signer: رئیس ثبت اسناد و املاک ناحیه یک شیراز – محسن مظفری نیا: [605, 1015, 954, 1029]
- notice-signer: رئیس ثبت اسناد و املاک ناحیه یک شیراز – محسن مظفری نیا: [122, 627, 471, 641]
- notice-footer: [498, 818, 954, 835]
